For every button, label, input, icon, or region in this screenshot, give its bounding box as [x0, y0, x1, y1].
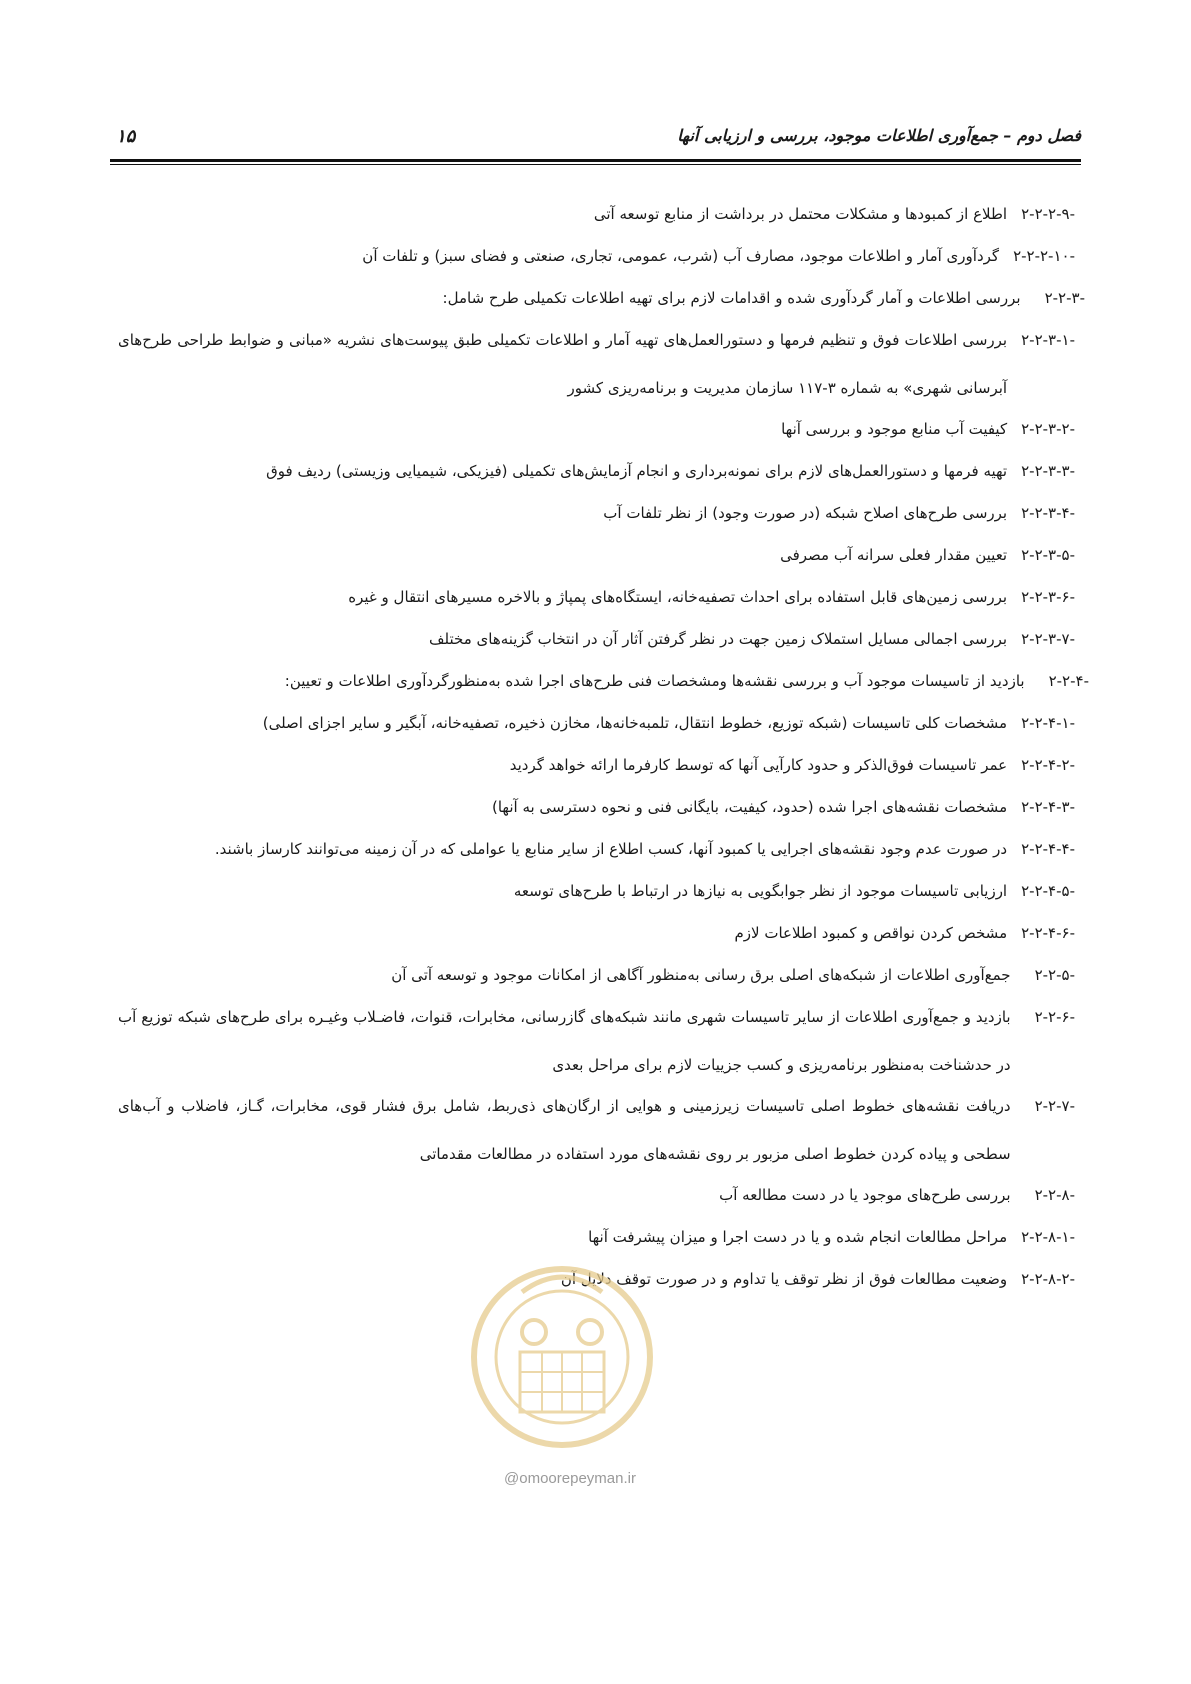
- list-item: [118, 202, 1083, 227]
- header-rule-thin: [110, 164, 1081, 165]
- item-text: بازدید و جمع‌آوری اطلاعات از سایر تاسیسات شهری مانند شبکه‌های گازرسانی، مخابرات، قنوات، فاضـلاب وغیـره برای طرح‌های شبکه توزیع آب در حدشناخت به‌منظور برنامه‌ریزی و کسب جزییات لازم برای مراحل بعدی: [118, 1008, 1011, 1074]
- item-number: ۲-۲-۴-۳-: [1021, 798, 1075, 816]
- item-text: مراحل مطالعات انجام شده و یا در دست اجرا و میزان پیشرفت آنها: [588, 1228, 1008, 1246]
- list-item: [118, 1005, 1083, 1077]
- item-text: گردآوری آمار و اطلاعات موجود، مصارف آب (شرب، عمومی، تجاری، صنعتی و فضای سبز) و تلفات آن: [362, 247, 1000, 265]
- item-number: ۲-۲-۳-۱-: [1021, 331, 1075, 349]
- list-item: [118, 1225, 1083, 1250]
- item-number: ۲-۲-۳-: [1044, 289, 1085, 307]
- item-number: ۲-۲-۳-۵-: [1021, 546, 1075, 564]
- item-text: ارزیابی تاسیسات موجود از نظر جوابگویی به نیازها در ارتباط با طرح‌های توسعه: [513, 882, 1008, 900]
- list-item: [118, 753, 1083, 778]
- item-text: وضعیت مطالعات فوق از نظر توقف یا تداوم و در صورت توقف دلایل آن: [560, 1270, 1008, 1288]
- list-item: [118, 286, 1085, 311]
- item-text: کیفیت آب منابع موجود و بررسی آنها: [781, 420, 1008, 438]
- item-text: بررسی زمین‌های قابل استفاده برای احداث تصفیه‌خانه، ایستگاه‌های پمپاژ و بالاخره مسیرهای انتقال و غیره: [348, 588, 1008, 606]
- item-text: مشخص کردن نواقص و کمبود اطلاعات لازم: [734, 924, 1008, 942]
- item-text: عمر تاسیسات فوق‌الذکر و حدود کارآیی آنها که توسط کارفرما ارائه خواهد گردید: [509, 756, 1008, 774]
- page-header: [110, 126, 1081, 156]
- list-item: [118, 795, 1083, 820]
- item-number: ۲-۲-۷-: [1034, 1097, 1075, 1115]
- item-number: ۲-۲-۳-۴-: [1021, 504, 1075, 522]
- item-text: بررسی اجمالی مسایل استملاک زمین جهت در نظر گرفتن آثار آن در انتخاب گزینه‌های مختلف: [429, 630, 1008, 648]
- list-item: [118, 543, 1083, 568]
- item-text: بازدید از تاسیسات موجود آب و بررسی نقشه‌ها ومشخصات فنی طرح‌های اجرا شده به‌منظورگردآوری اطلاعات و تعیین:: [284, 672, 1025, 690]
- item-text: بررسی طرح‌های موجود یا در دست مطالعه آب: [719, 1186, 1011, 1204]
- item-number: ۲-۲-۳-۳-: [1021, 462, 1075, 480]
- list-item: [118, 669, 1089, 694]
- item-number: ۲-۲-۳-۲-: [1021, 420, 1075, 438]
- item-number: ۲-۲-۲-۱۰-: [1013, 247, 1075, 265]
- item-number: ۲-۲-۴-۶-: [1021, 924, 1075, 942]
- list-item: [118, 328, 1083, 400]
- item-number: ۲-۲-۸-۱-: [1021, 1228, 1075, 1246]
- item-text: در صورت عدم وجود نقشه‌های اجرایی یا کمبود آنها، کسب اطلاع از سایر منابع یا عواملی که در آن زمینه می‌توانند کارساز باشند.: [214, 840, 1008, 858]
- chapter-title: فصل دوم – جمع‌آوری اطلاعات موجود، بررسی و ارزیابی آنها: [677, 126, 1081, 145]
- watermark-seal-icon: [462, 1252, 662, 1462]
- item-number: ۲-۲-۴-۵-: [1021, 882, 1075, 900]
- list-item: [118, 501, 1083, 526]
- item-text: مشخصات کلی تاسیسات (شبکه توزیع، خطوط انتقال، تلمبه‌خانه‌ها، مخازن ذخیره، تصفیه‌خانه، آبگیر و سایر اجزای اصلی): [262, 714, 1008, 732]
- watermark-site-text: @omoorepeyman.ir: [504, 1470, 636, 1487]
- list-item: [118, 417, 1083, 442]
- list-item: [118, 244, 1083, 269]
- header-rule-thick: [110, 159, 1081, 162]
- item-number: ۲-۲-۸-۲-: [1021, 1270, 1075, 1288]
- item-number: ۲-۲-۳-۶-: [1021, 588, 1075, 606]
- item-text: بررسی اطلاعات فوق و تنظیم فرمها و دستورالعمل‌های تهیه آمار و اطلاعات تکمیلی طبق پیوست‌های نشریه «مبانی و ضوابط طراحی طرح‌های آبرسانی شهری» به شماره ۳-۱۱۷ سازمان مدیریت و برنامه‌ریزی کشور: [118, 331, 1008, 397]
- item-number: ۲-۲-۲-۹-: [1021, 205, 1075, 223]
- item-number: ۲-۲-۴-۱-: [1021, 714, 1075, 732]
- list-item: [118, 627, 1083, 652]
- page-body: [118, 202, 1089, 1309]
- item-number: ۲-۲-۴-: [1048, 672, 1089, 690]
- item-number: ۲-۲-۶-: [1034, 1008, 1075, 1026]
- item-text: مشخصات نقشه‌های اجرا شده (حدود، کیفیت، بایگانی فنی و نحوه دسترسی به آنها): [492, 798, 1008, 816]
- item-text: دریافت نقشه‌های خطوط اصلی تاسیسات زیرزمینی و هوایی از ارگان‌های ذی‌ربط، شامل برق فشار قوی، مخابرات، گـاز، فاضلاب و آب‌های سطحی و پیاده کردن خطوط اصلی مزبور بر روی نقشه‌های مورد استفاده در مطالعات مقدماتی: [118, 1097, 1011, 1163]
- item-number: ۲-۲-۳-۷-: [1021, 630, 1075, 648]
- list-item: [118, 879, 1083, 904]
- item-text: بررسی اطلاعات و آمار گردآوری شده و اقدامات لازم برای تهیه اطلاعات تکمیلی طرح شامل:: [442, 289, 1021, 307]
- list-item: [118, 837, 1083, 862]
- list-item: [118, 711, 1083, 736]
- list-item: [118, 585, 1083, 610]
- item-text: تعیین مقدار فعلی سرانه آب مصرفی: [780, 546, 1008, 564]
- item-text: تهیه فرمها و دستورالعمل‌های لازم برای نمونه‌برداری و انجام آزمایش‌های تکمیلی (فیزیکی، شیمیایی وزیستی) ردیف فوق: [266, 462, 1008, 480]
- item-number: ۲-۲-۵-: [1034, 966, 1075, 984]
- list-item: [118, 1183, 1083, 1208]
- item-text: بررسی طرح‌های اصلاح شبکه (در صورت وجود) از نظر تلفات آب: [603, 504, 1008, 522]
- list-item: [118, 459, 1083, 484]
- item-number: ۲-۲-۴-۲-: [1021, 756, 1075, 774]
- list-item: [118, 921, 1083, 946]
- item-number: ۲-۲-۸-: [1034, 1186, 1075, 1204]
- page-number: ۱۵: [116, 126, 136, 147]
- item-text: جمع‌آوری اطلاعات از شبکه‌های اصلی برق رسانی به‌منظور آگاهی از امکانات موجود و توسعه آتی آن: [391, 966, 1011, 984]
- item-number: ۲-۲-۴-۴-: [1021, 840, 1075, 858]
- item-text: اطلاع از کمبودها و مشکلات محتمل در برداشت از منابع توسعه آتی: [593, 205, 1008, 223]
- list-item: [118, 1094, 1083, 1166]
- list-item: [118, 963, 1083, 988]
